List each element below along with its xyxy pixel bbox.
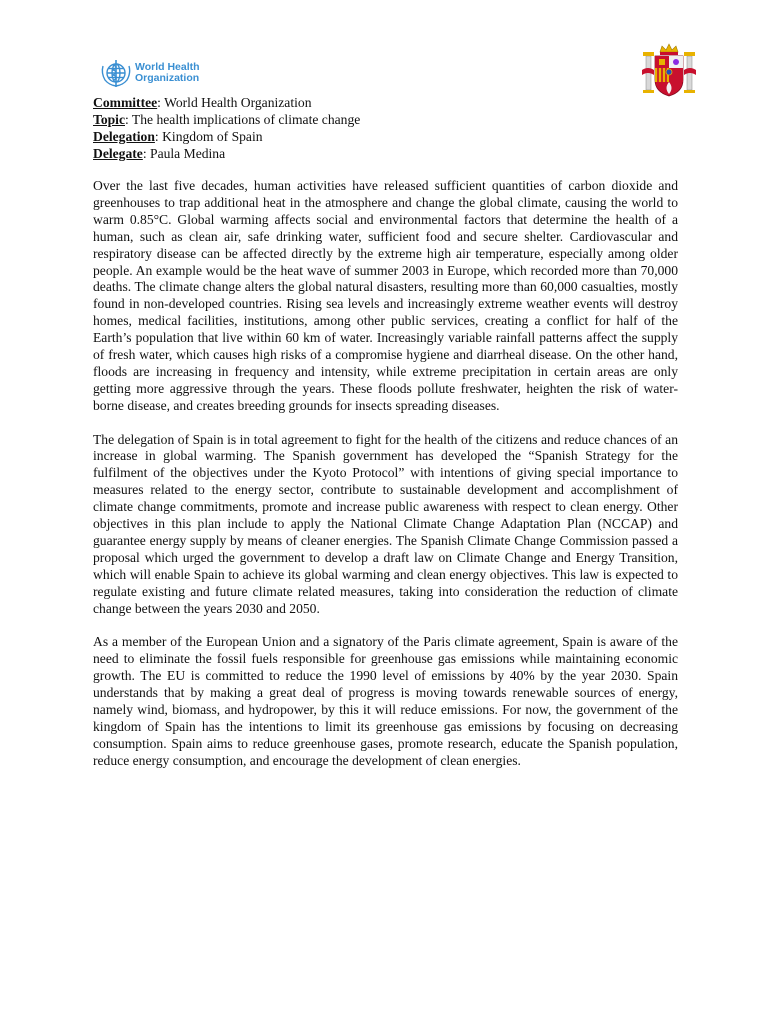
document-header bbox=[93, 94, 693, 162]
committee-label: Committee bbox=[93, 95, 158, 110]
document-body bbox=[93, 178, 678, 787]
delegate-label: Delegate bbox=[93, 146, 143, 161]
committee-value: : World Health Organization bbox=[157, 95, 312, 110]
delegation-label: Delegation bbox=[93, 129, 155, 144]
paragraph-spain-position: The delegation of Spain is in total agreement to fight for the health of the citizens and reduce chances of an increase in global warming. The Spanish government has developed the “Spanish Strategy for the fulfilment of the objectives under the Kyoto Protocol” with intentions of giving special importance to measures related to the energy sector, contribute to sustainable development and accomplishment of climate change commitments, promote and increase public awareness with respect to clean energy. Other objectives in this plan include to apply the National Climate Change Adaptation Plan (NCCAP) and guarantee energy supply by means of cleaner energies. The Spanish Climate Change Commission passed a proposal which urged the government to develop a draft law on Climate Change and Energy Transition, which will enable Spain to achieve its global warming and clean energy objectives. This law is expected to regulate existing and future climate related measures, taking into consideration the reduction of climate change between the years 2030 and 2050. bbox=[93, 431, 678, 616]
who-logo-text bbox=[135, 62, 200, 84]
spain-coat-of-arms-icon bbox=[640, 42, 698, 98]
delegate-line bbox=[93, 145, 693, 162]
topic-line bbox=[93, 111, 693, 128]
who-logo-line2: Organization bbox=[135, 72, 200, 84]
paragraph-health-impacts: Over the last five decades, human activities have released sufficient quantities of carbon dioxide and greenhouses to trap additional heat in the atmosphere and change the global climate, causing the world to warm 0.85°C. Global warming affects social and environmental factors that determine the health of a human, such as clean air, safe drinking water, sufficient food and secure shelter. Cardiovascular and respiratory disease can be affected directly by the extreme high air temperature, especially among older people. An example would be the heat wave of summer 2003 in Europe, which recorded more than 70,000 deaths. The climate change alters the global natural disasters, resulting more than 60,000 casualties, mostly found in non-developed countries. Rising sea levels and increasingly extreme weather events will destroy homes, medical facilities, institutions, among other public services, creating a conflict for half of the Earth’s population that live within 60 km of water. Increasingly variable rainfall patterns affect the supply of fresh water, which causes high risks of a compromise hygiene and diarrheal disease. On the other hand, floods are increasing in frequency and intensity, while extreme precipitation in certain areas are only getting more aggressive through the years. These floods pollute freshwater, heighten the risk of water-borne disease, and creates breeding grounds for insects spreading diseases. bbox=[93, 178, 678, 413]
topic-label: Topic bbox=[93, 112, 125, 127]
who-logo bbox=[100, 57, 200, 89]
topic-value: : The health implications of climate change bbox=[125, 112, 361, 127]
paragraph-eu-commitments: As a member of the European Union and a signatory of the Paris climate agreement, Spain is aware of the need to eliminate the fossil fuels responsible for greenhouse gas emissions while maintaining economic growth. The EU is committed to reduce the 1990 level of emissions by 40% by the year 2030. Spain understands that by making a great deal of progress is moving towards renewable sources of energy, namely wind, biomass, and hydropower, by this it will reduce emissions. For now, the government of the kingdom of Spain has the intentions to limit its greenhouse gas emissions by focusing on decreasing consumption. Spain aims to reduce greenhouse gases, promote research, educate the Spanish population, reduce energy consumption, and encourage the development of clean energies. bbox=[93, 634, 678, 768]
delegation-value: : Kingdom of Spain bbox=[154, 129, 263, 144]
committee-line bbox=[93, 94, 693, 111]
delegate-value: : Paula Medina bbox=[142, 146, 226, 161]
delegation-line bbox=[93, 128, 693, 145]
who-emblem-icon bbox=[100, 57, 132, 89]
who-logo-line1: World Health bbox=[135, 61, 200, 73]
